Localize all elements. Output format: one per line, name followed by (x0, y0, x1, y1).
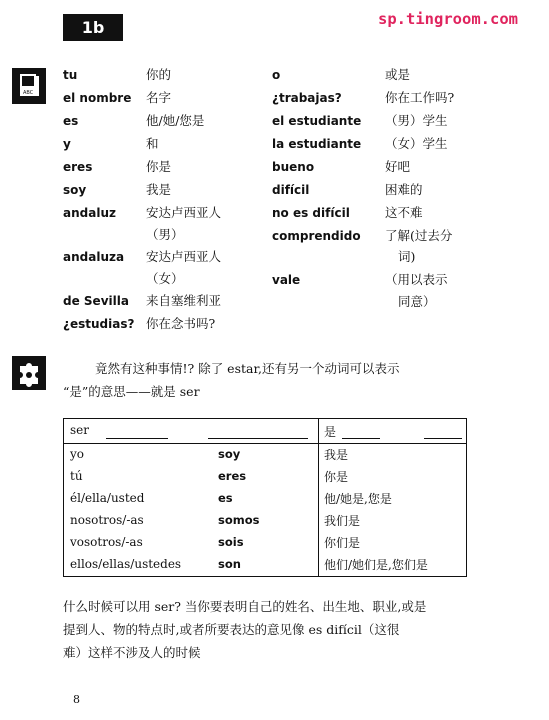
vocab-zh: 你在念书吗? (146, 316, 216, 331)
vocab-es: vale (272, 273, 301, 287)
body-line-1: 什么时候可以用 ser? 当你要表明自己的姓名、出生地、职业,或是 (63, 599, 427, 614)
table-form: son (218, 557, 241, 571)
vocab-zh: 我是 (146, 182, 172, 197)
table-pronoun: vosotros/-as (70, 535, 143, 549)
vocab-zh: 和 (146, 136, 159, 151)
vocab-es: bueno (272, 160, 315, 174)
vocab-es: comprendido (272, 229, 361, 243)
svg-text:ABC: ABC (23, 90, 34, 96)
table-pronoun: yo (70, 447, 85, 461)
vocab-zh: 你在工作吗? (385, 90, 455, 105)
vocab-zh: 安达卢西亚人 (146, 205, 222, 220)
vocab-es: y (63, 137, 71, 151)
table-form: es (218, 491, 233, 505)
vocab-es: soy (63, 183, 87, 197)
vocab-es: de Sevilla (63, 294, 129, 308)
table-form: sois (218, 535, 244, 549)
vocab-zh: （女）学生 (385, 136, 448, 151)
vocab-es: el estudiante (272, 114, 362, 128)
header-underline (424, 438, 462, 439)
vocab-zh: 他/她/您是 (146, 113, 205, 128)
note-line-2: “是”的意思——就是 ser (63, 384, 200, 399)
table-header-meaning: 是 (324, 425, 337, 439)
vocab-zh-cont: （男） (146, 227, 184, 242)
vocab-zh: （男）学生 (385, 113, 448, 128)
table-header-rule (64, 443, 466, 444)
body-line-3: 难）这样不涉及人的时候 (63, 645, 201, 660)
table-meaning: 你们是 (324, 536, 361, 550)
vocab-es: o (272, 68, 281, 82)
body-line-2: 提到人、物的特点时,或者所要表达的意见像 es difícil（这很 (63, 622, 400, 637)
page-number: 8 (73, 693, 80, 706)
table-form: soy (218, 447, 241, 461)
table-header-ser: ser (70, 423, 89, 437)
vocab-zh: 这不难 (385, 205, 423, 220)
table-pronoun: él/ella/usted (70, 491, 145, 505)
vocab-zh: 名字 (146, 90, 172, 105)
vocab-es: no es difícil (272, 206, 350, 220)
lesson-tag: 1b (63, 14, 123, 41)
conjugation-table (63, 418, 467, 577)
vocab-zh-cont: 词) (398, 249, 416, 264)
table-meaning: 他们/她们是,您们是 (324, 558, 428, 572)
table-meaning: 你是 (324, 470, 349, 484)
vocab-zh: 或是 (385, 67, 411, 82)
vocab-es: eres (63, 160, 93, 174)
vocab-zh: 你的 (146, 67, 172, 82)
vocab-zh: 困难的 (385, 182, 423, 197)
header-underline (106, 438, 168, 439)
vocab-zh-cont: 同意） (398, 294, 436, 309)
vocab-es: andaluz (63, 206, 116, 220)
vocab-zh: 来自塞维利亚 (146, 293, 222, 308)
table-form: somos (218, 513, 260, 527)
puzzle-icon (12, 356, 46, 390)
vocab-zh: 安达卢西亚人 (146, 249, 222, 264)
vocab-zh: 了解(过去分 (385, 228, 453, 243)
vocab-zh: 好吧 (385, 159, 411, 174)
site-watermark: sp.tingroom.com (378, 10, 518, 28)
vocab-zh: （用以表示 (385, 272, 448, 287)
vocab-es: la estudiante (272, 137, 362, 151)
header-underline (342, 438, 380, 439)
table-pronoun: nosotros/-as (70, 513, 144, 527)
vocab-es: difícil (272, 183, 310, 197)
vocab-es: el nombre (63, 91, 132, 105)
book-abc-icon (12, 68, 46, 104)
table-meaning: 我们是 (324, 514, 361, 528)
vocab-es: ¿trabajas? (272, 91, 342, 105)
table-pronoun: tú (70, 469, 83, 483)
header-underline (208, 438, 308, 439)
vocab-es: ¿estudias? (63, 317, 135, 331)
vocab-zh: 你是 (146, 159, 172, 174)
table-meaning: 他/她是,您是 (324, 492, 392, 506)
table-form: eres (218, 469, 247, 483)
vocab-es: tu (63, 68, 78, 82)
vocab-es: andaluza (63, 250, 125, 264)
table-pronoun: ellos/ellas/ustedes (70, 557, 182, 571)
vocab-es: es (63, 114, 79, 128)
note-line-1: 竟然有这种事情!? 除了 estar,还有另一个动词可以表示 (95, 361, 400, 376)
table-meaning: 我是 (324, 448, 349, 462)
vocab-zh-cont: （女） (146, 271, 184, 286)
